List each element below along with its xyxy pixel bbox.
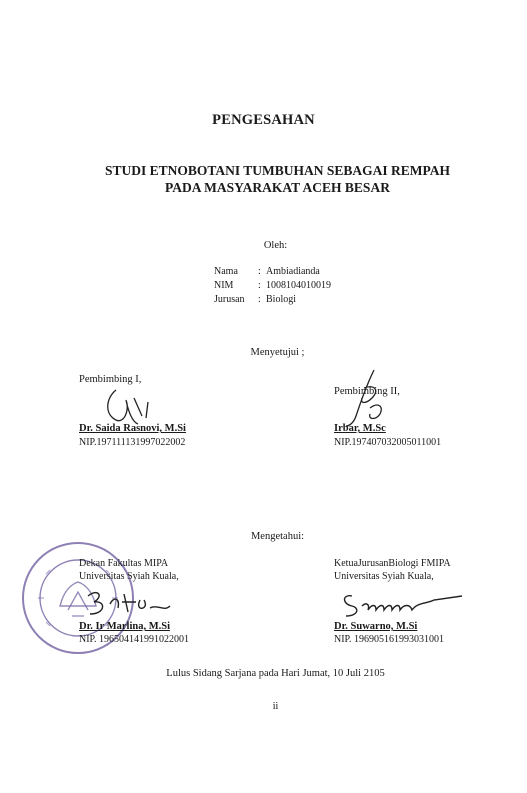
supervisor2-role: Pembimbing II, — [334, 386, 400, 397]
dean-name: Dr. Ir Marlina, M.Si — [79, 621, 170, 632]
supervisor1-role: Pembimbing I, — [79, 374, 142, 385]
by-label: Oleh: — [263, 240, 288, 251]
supervisor2-nip: NIP.197407032005011001 — [334, 437, 442, 448]
head-nip: NIP. 196905161993031001 — [334, 634, 445, 645]
approved-label: Menyetujui ; — [250, 347, 305, 358]
identity-value-nim: 1008104010019 — [266, 280, 331, 291]
identity-label-jurusan: Jurusan — [214, 294, 245, 305]
identity-sep: : — [258, 266, 261, 277]
identity-value-jurusan: Biologi — [266, 294, 297, 305]
thesis-title-line1: STUDI ETNOBOTANI TUMBUHAN SEBAGAI REMPAH — [104, 163, 451, 178]
identity-value-name: Ambiadianda — [266, 266, 320, 277]
supervisor1-name: Dr. Saida Rasnovi, M.Si — [79, 423, 186, 434]
supervisor1-nip: NIP.197111131997022002 — [79, 437, 186, 448]
identity-label-name: Nama — [214, 266, 238, 277]
head-role-line2: Universitas Syiah Kuala, — [334, 571, 434, 582]
identity-sep: : — [258, 280, 261, 291]
head-role-line1: KetuaJurusanBiologi FMIPA — [334, 558, 451, 569]
dean-nip: NIP. 196504141991022001 — [79, 634, 190, 645]
dean-signature — [84, 586, 174, 620]
page-number: ii — [272, 701, 279, 712]
acknowledged-label: Mengetahui: — [250, 531, 305, 542]
head-name: Dr. Suwarno, M.Si — [334, 621, 418, 632]
page-heading: PENGESAHAN — [212, 112, 315, 128]
dean-role-line2: Universitas Syiah Kuala, — [79, 571, 179, 582]
identity-sep: : — [258, 294, 261, 305]
dean-role-line1: Dekan Fakultas MIPA — [79, 558, 169, 569]
graduation-note: Lulus Sidang Sarjana pada Hari Jumat, 10 Juli 2105 — [166, 668, 385, 679]
identity-label-nim: NIM — [214, 280, 234, 291]
supervisor2-name: Irbar, M.Sc — [334, 423, 386, 434]
thesis-title-line2: PADA MASYARAKAT ACEH BESAR — [165, 180, 390, 195]
head-signature — [338, 586, 468, 620]
